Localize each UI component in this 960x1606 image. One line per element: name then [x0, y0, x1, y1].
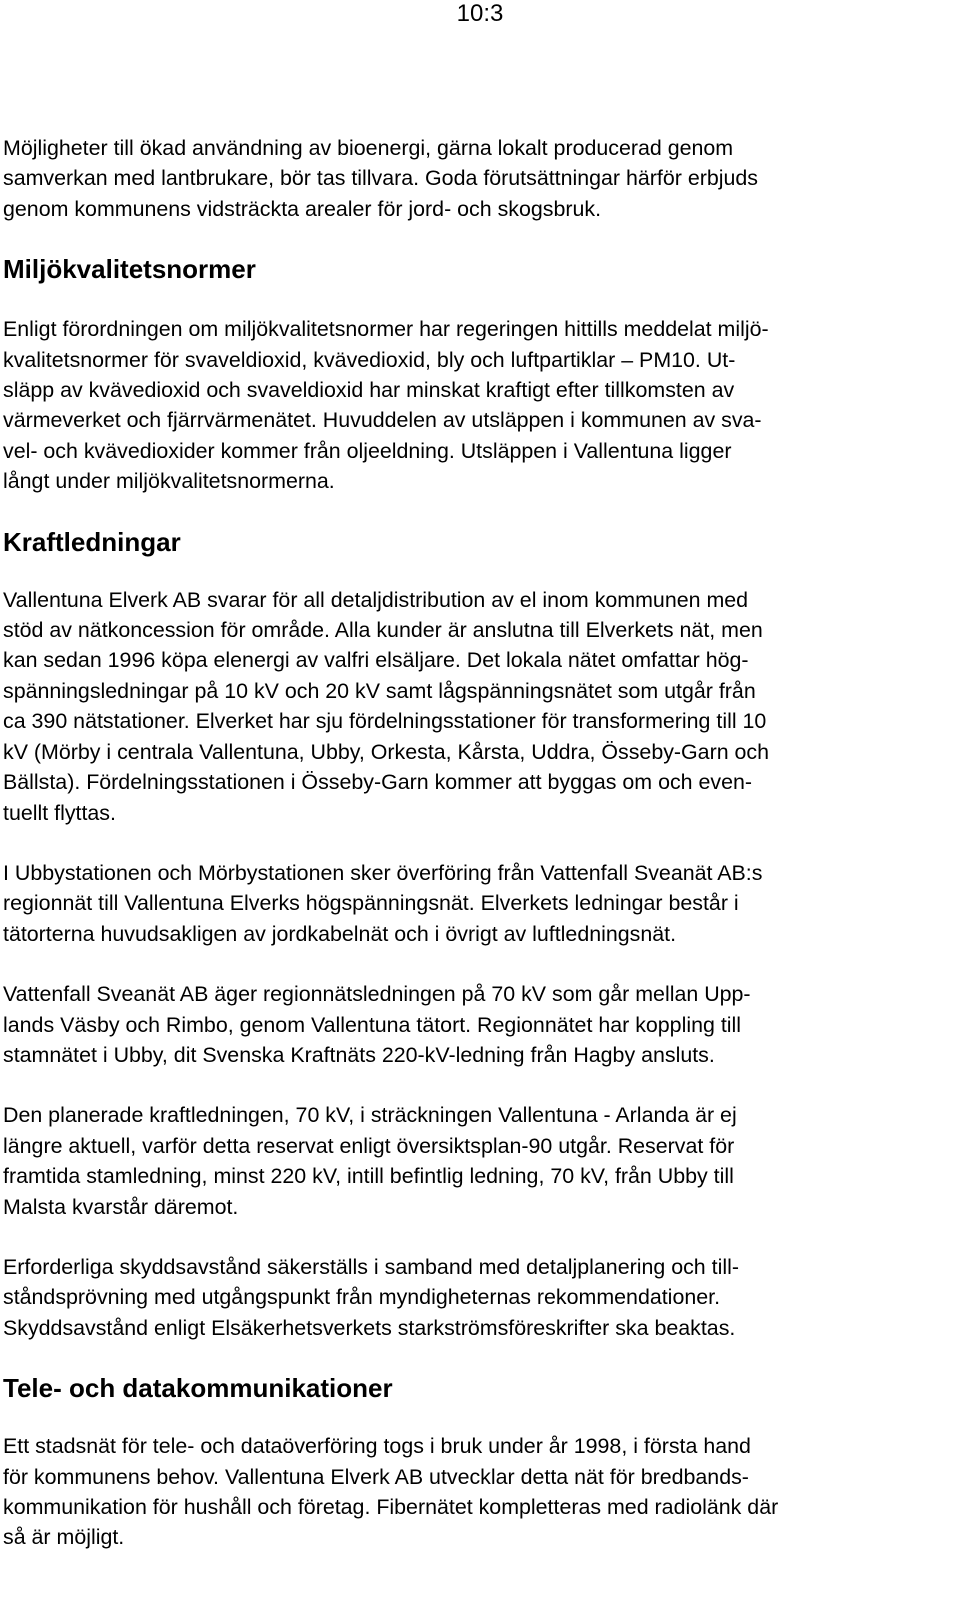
paragraph-skyddsavstand — [3, 1252, 953, 1343]
heading-tele-datakommunikationer: Tele- och datakommunikationer — [3, 1373, 393, 1404]
page-number: 10:3 — [456, 0, 504, 27]
paragraph-stadsnat — [3, 1431, 953, 1553]
document-body — [3, 133, 953, 1553]
paragraph-planerade-kraftledning — [3, 1100, 953, 1222]
text-line: ståndsprövning med utgångspunkt från myndigheternas rekommendationer. — [3, 1285, 721, 1310]
text-line: kV (Mörby i centrala Vallentuna, Ubby, Orkesta, Kårsta, Uddra, Össeby-Garn och — [3, 739, 770, 764]
text-line: Enligt förordningen om miljökvalitetsnormer har regeringen hittills meddelat miljö- — [3, 317, 769, 342]
text-line: framtida stamledning, minst 220 kV, intill befintlig ledning, 70 kV, från Ubby till — [3, 1164, 734, 1189]
text-line: kvalitetsnormer för svaveldioxid, kvävedioxid, bly och luftpartiklar – PM10. Ut- — [3, 347, 736, 372]
text-line: regionnät till Vallentuna Elverks högspänningsnät. Elverkets ledningar består i — [3, 891, 739, 916]
heading-kraftledningar: Kraftledningar — [3, 526, 181, 557]
text-line: Ett stadsnät för tele- och dataöverföring togs i bruk under år 1998, i första hand — [3, 1434, 751, 1459]
text-line: tätorterna huvudsakligen av jordkabelnät och i övrigt av luftledningsnät. — [3, 921, 677, 946]
text-line: värmeverket och fjärrvärmenätet. Huvuddelen av utsläppen i kommunen av sva- — [3, 408, 762, 433]
text-line: så är möjligt. — [3, 1525, 125, 1550]
text-line: kan sedan 1996 köpa elenergi av valfri elsäljare. Det lokala nätet omfattar hög- — [3, 648, 749, 673]
text-line: Skyddsavstånd enligt Elsäkerhetsverkets starkströmsföreskrifter ska beaktas. — [3, 1315, 736, 1340]
paragraph-bioenergy — [3, 133, 953, 224]
paragraph-ubbystationen — [3, 858, 953, 949]
paragraph-vattenfall — [3, 979, 953, 1070]
text-line: släpp av kvävedioxid och svaveldioxid har minskat kraftigt efter tillkomsten av — [3, 378, 735, 403]
text-line: samverkan med lantbrukare, bör tas tillvara. Goda förutsättningar härför erbjuds — [3, 166, 758, 191]
text-line: genom kommunens vidsträckta arealer för jord- och skogsbruk. — [3, 196, 602, 221]
paragraph-miljokvalitetsnormer — [3, 314, 953, 496]
text-line: tuellt flyttas. — [3, 800, 116, 825]
text-line: stamnätet i Ubby, dit Svenska Kraftnäts 220-kV-ledning från Hagby ansluts. — [3, 1042, 715, 1067]
text-line: Bällsta). Fördelningsstationen i Össeby-Garn kommer att byggas om och even- — [3, 770, 753, 795]
text-line: Malsta kvarstår däremot. — [3, 1194, 239, 1219]
text-line: I Ubbystationen och Mörbystationen sker överföring från Vattenfall Sveanät AB:s — [3, 860, 763, 885]
text-line: kommunikation för hushåll och företag. Fibernätet kompletteras med radiolänk där — [3, 1495, 779, 1519]
text-line: ca 390 nätstationer. Elverket har sju fördelningsstationer för transformering till 10 — [3, 709, 767, 734]
text-line: för kommunens behov. Vallentuna Elverk AB utvecklar detta nät för bredbands- — [3, 1464, 749, 1489]
text-line: längre aktuell, varför detta reservat enligt översiktsplan-90 utgår. Reservat för — [3, 1133, 735, 1158]
text-line: stöd av nätkoncession för område. Alla kunder är anslutna till Elverkets nät, men — [3, 618, 763, 643]
text-line: vel- och kvävedioxider kommer från oljeeldning. Utsläppen i Vallentuna ligger — [3, 438, 732, 463]
text-line: Den planerade kraftledningen, 70 kV, i sträckningen Vallentuna - Arlanda är ej — [3, 1103, 737, 1128]
text-line: spänningsledningar på 10 kV och 20 kV samt lågspänningsnätet som utgår från — [3, 678, 756, 703]
text-line: Vallentuna Elverk AB svarar för all detaljdistribution av el inom kommunen med — [3, 587, 749, 612]
heading-miljokvalitetsnormer: Miljökvalitetsnormer — [3, 254, 256, 285]
paragraph-elverk — [3, 585, 953, 828]
text-line: Möjligheter till ökad användning av bioenergi, gärna lokalt producerad genom — [3, 136, 734, 160]
text-line: Erforderliga skyddsavstånd säkerställs i samband med detaljplanering och till- — [3, 1254, 739, 1279]
text-line: långt under miljökvalitetsnormerna. — [3, 469, 335, 494]
text-line: lands Väsby och Rimbo, genom Vallentuna tätort. Regionnätet har koppling till — [3, 1012, 742, 1037]
text-line: Vattenfall Sveanät AB äger regionnätsledningen på 70 kV som går mellan Upp- — [3, 982, 751, 1007]
